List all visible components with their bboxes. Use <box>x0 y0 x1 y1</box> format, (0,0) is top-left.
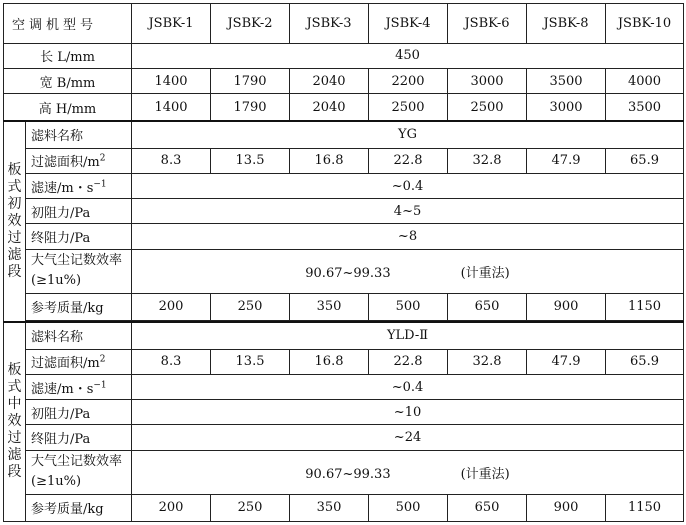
length-value: 450 <box>132 43 684 68</box>
s2-mass-value: 1150 <box>606 494 684 521</box>
s1-initial-resistance-value: 4~5 <box>132 199 684 224</box>
s2-speed-row <box>4 374 684 399</box>
s1-speed-row <box>4 174 684 199</box>
s2-initial-resistance-value: ~10 <box>132 400 684 425</box>
s1-efficiency-value: 90.67~99.33 (计重法) <box>132 249 684 293</box>
width-value: 2040 <box>290 69 369 94</box>
s2-area-value: 8.3 <box>132 349 211 374</box>
s1-material-row <box>4 121 684 148</box>
s2-speed-value: ~0.4 <box>132 374 684 399</box>
s2-initial-resistance-label: 初阻力/Pa <box>26 400 132 425</box>
s2-mass-value: 650 <box>448 494 527 521</box>
s2-final-resistance-label: 终阻力/Pa <box>26 425 132 450</box>
s1-final-resistance-value: ~8 <box>132 224 684 249</box>
model-header: JSBK-6 <box>448 4 527 44</box>
width-value: 3500 <box>527 69 606 94</box>
s1-area-value: 32.8 <box>448 148 527 173</box>
header-label: 空调机型号 <box>4 4 132 44</box>
width-value: 4000 <box>606 69 684 94</box>
height-value: 1400 <box>132 94 211 121</box>
s2-final-resistance-row <box>4 425 684 450</box>
s1-efficiency-label: 大气尘记数效率 (≥1u%) <box>26 249 132 293</box>
width-value: 2200 <box>369 69 448 94</box>
s1-mass-label: 参考质量/kg <box>26 293 132 320</box>
s1-speed-value: ~0.4 <box>132 174 684 199</box>
s2-area-row <box>4 349 684 374</box>
s1-mass-value: 250 <box>211 293 290 320</box>
s2-final-resistance-value: ~24 <box>132 425 684 450</box>
s1-area-value: 47.9 <box>527 148 606 173</box>
s2-mass-row <box>4 494 684 521</box>
s2-area-value: 65.9 <box>606 349 684 374</box>
height-value: 2500 <box>369 94 448 121</box>
model-header: JSBK-8 <box>527 4 606 44</box>
s1-area-value: 22.8 <box>369 148 448 173</box>
width-value: 3000 <box>448 69 527 94</box>
s2-material-label: 滤料名称 <box>26 322 132 349</box>
s1-mass-value: 650 <box>448 293 527 320</box>
header-row <box>4 4 684 44</box>
height-row <box>4 94 684 121</box>
s2-area-value: 13.5 <box>211 349 290 374</box>
s1-mass-value: 200 <box>132 293 211 320</box>
s2-mass-value: 500 <box>369 494 448 521</box>
s2-efficiency-label: 大气尘记数效率 (≥1u%) <box>26 450 132 494</box>
s2-mass-value: 350 <box>290 494 369 521</box>
s2-efficiency-value: 90.67~99.33 (计重法) <box>132 450 684 494</box>
height-value: 2500 <box>448 94 527 121</box>
s1-area-label: 过滤面积$/m^2$ <box>26 148 132 173</box>
s2-speed-label: 滤速/m・$s^{-1}$ <box>26 374 132 399</box>
s2-area-value: 22.8 <box>369 349 448 374</box>
s1-area-row <box>4 148 684 173</box>
s1-initial-resistance-label: 初阻力/Pa <box>26 199 132 224</box>
s2-material-row <box>4 322 684 349</box>
s2-group-label: 板式中效过滤段 <box>4 322 26 522</box>
s2-area-value: 47.9 <box>527 349 606 374</box>
s2-initial-resistance-row <box>4 400 684 425</box>
s2-area-value: 32.8 <box>448 349 527 374</box>
s1-speed-label: 滤速/m・$s^{-1}$ <box>26 174 132 199</box>
s2-efficiency-row <box>4 450 684 494</box>
s2-area-value: 16.8 <box>290 349 369 374</box>
height-value: 3000 <box>527 94 606 121</box>
s2-mass-value: 900 <box>527 494 606 521</box>
model-header: JSBK-10 <box>606 4 684 44</box>
s2-area-label: 过滤面积$/m^2$ <box>26 349 132 374</box>
s1-mass-row <box>4 293 684 320</box>
length-label: 长 L/mm <box>4 43 132 68</box>
s2-mass-value: 250 <box>211 494 290 521</box>
s2-mass-value: 200 <box>132 494 211 521</box>
s1-area-value: 16.8 <box>290 148 369 173</box>
length-row <box>4 43 684 68</box>
width-row <box>4 69 684 94</box>
model-header: JSBK-3 <box>290 4 369 44</box>
model-header: JSBK-4 <box>369 4 448 44</box>
s1-material-value: YG <box>132 121 684 148</box>
height-value: 3500 <box>606 94 684 121</box>
s2-material-value: YLD-Ⅱ <box>132 322 684 349</box>
model-header: JSBK-2 <box>211 4 290 44</box>
width-value: 1400 <box>132 69 211 94</box>
s1-final-resistance-row <box>4 224 684 249</box>
spec-table-container <box>3 3 683 522</box>
s1-mass-value: 900 <box>527 293 606 320</box>
s1-material-label: 滤料名称 <box>26 121 132 148</box>
s1-area-value: 8.3 <box>132 148 211 173</box>
width-value: 1790 <box>211 69 290 94</box>
s2-mass-label: 参考质量/kg <box>26 494 132 521</box>
s1-area-value: 65.9 <box>606 148 684 173</box>
s1-final-resistance-label: 终阻力/Pa <box>26 224 132 249</box>
height-value: 1790 <box>211 94 290 121</box>
s1-area-value: 13.5 <box>211 148 290 173</box>
width-label: 宽 B/mm <box>4 69 132 94</box>
height-label: 高 H/mm <box>4 94 132 121</box>
s1-mass-value: 1150 <box>606 293 684 320</box>
s1-mass-value: 350 <box>290 293 369 320</box>
model-header: JSBK-1 <box>132 4 211 44</box>
height-value: 2040 <box>290 94 369 121</box>
s1-initial-resistance-row <box>4 199 684 224</box>
s1-mass-value: 500 <box>369 293 448 320</box>
spec-table <box>3 3 684 522</box>
s1-efficiency-row <box>4 249 684 293</box>
s1-group-label: 板式初效过滤段 <box>4 121 26 322</box>
